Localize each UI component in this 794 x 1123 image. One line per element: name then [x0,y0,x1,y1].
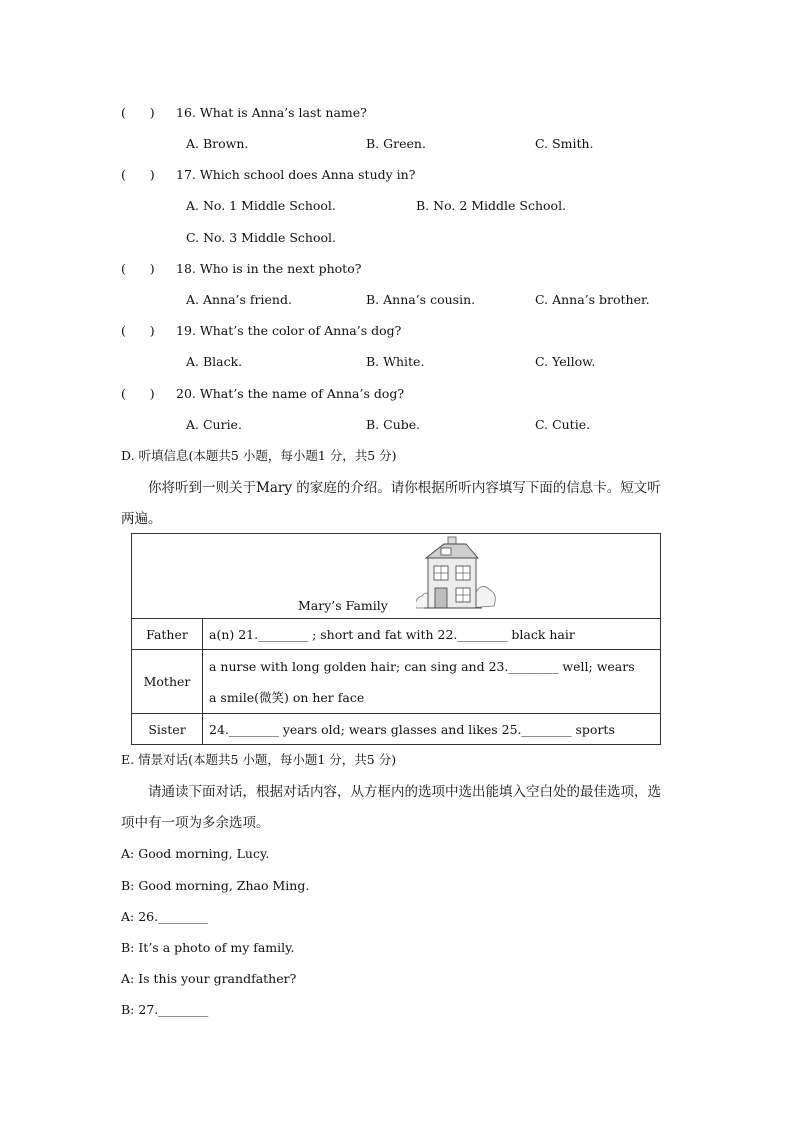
row-label-father: Father [132,619,203,650]
q20-option-b: B. Cube. [366,417,421,432]
mother-info-line-1: a nurse with long golden hair; can sing and 23.________ well; wears [209,658,635,674]
house-illustration [416,534,496,612]
q16-option-c: C. Smith. [535,136,594,151]
section-d-heading: D. 听填信息(本题共5 小题，每小题1 分，共5 分) [121,448,397,463]
question-20-stem: 20. What’s the name of Anna’s dog? [176,386,405,401]
dialogue-line: B: Good morning, Zhao Ming. [121,878,310,893]
mother-info-cell[interactable] [203,650,661,714]
section-e-instructions-cont: 项中有一项为多余选项。 [121,815,270,831]
info-card-table [131,533,661,745]
question-18-stem: 18. Who is in the next photo? [176,261,362,276]
q18-option-b: B. Anna’s cousin. [366,292,476,307]
sister-info-cell[interactable]: 24.________ years old; wears glasses and likes 25.________ sports [203,714,661,745]
answer-bracket[interactable]: ( ) [121,323,155,338]
q19-option-c: C. Yellow. [535,354,596,369]
question-17-stem: 17. Which school does Anna study in? [176,167,416,182]
q18-option-c: C. Anna’s brother. [535,292,650,307]
q19-option-b: B. White. [366,354,425,369]
q19-option-a: A. Black. [186,354,243,369]
row-label-mother: Mother [132,650,203,714]
answer-bracket[interactable]: ( ) [121,386,155,401]
q20-option-a: A. Curie. [186,417,242,432]
q18-option-a: A. Anna’s friend. [186,292,292,307]
section-d-instructions: 你将听到一则关于Mary 的家庭的介绍。请你根据所听内容填写下面的信息卡。短文听 [148,480,661,496]
answer-bracket[interactable]: ( ) [121,105,155,120]
dialogue-blank-27[interactable]: B: 27.________ [121,1002,209,1017]
section-d-instructions-cont: 两遍。 [121,511,162,527]
dialogue-line: B: It’s a photo of my family. [121,940,295,955]
q20-option-c: C. Cutie. [535,417,591,432]
info-card-header [132,534,661,619]
q17-option-c: C. No. 3 Middle School. [186,230,336,245]
q17-option-a: A. No. 1 Middle School. [186,198,336,213]
dialogue-line: A: Is this your grandfather? [121,971,297,986]
section-e-instructions: 请通读下面对话，根据对话内容，从方框内的选项中选出能填入空白处的最佳选项，选 [148,784,661,800]
answer-bracket[interactable]: ( ) [121,261,155,276]
q16-option-b: B. Green. [366,136,426,151]
row-label-sister: Sister [132,714,203,745]
dialogue-line: A: Good morning, Lucy. [121,846,270,861]
father-info-cell[interactable]: a(n) 21.________ ; short and fat with 22.________ black hair [203,619,661,650]
question-19-stem: 19. What’s the color of Anna’s dog? [176,323,402,338]
info-card-title: Mary’s Family [298,598,388,613]
q17-option-b: B. No. 2 Middle School. [416,198,567,213]
mother-info-line-2: a smile(微笑) on her face [209,689,365,705]
section-e-heading: E. 情景对话(本题共5 小题，每小题1 分，共5 分) [121,752,397,767]
question-16-stem: 16. What is Anna’s last name? [176,105,367,120]
answer-bracket[interactable]: ( ) [121,167,155,182]
q16-option-a: A. Brown. [186,136,249,151]
dialogue-blank-26[interactable]: A: 26.________ [121,909,209,924]
